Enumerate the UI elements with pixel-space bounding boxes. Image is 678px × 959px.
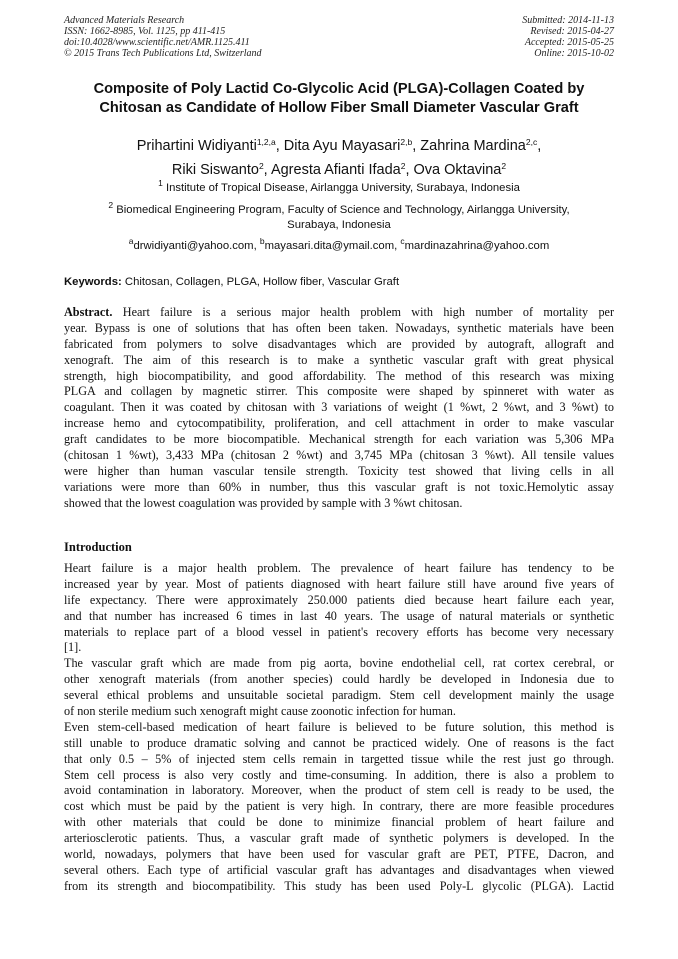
affiliation-number: 2: [108, 200, 114, 210]
text-line: xenograft. The aim of this research is to make a synthetic vascular graft with great physical: [64, 352, 614, 367]
text-line: fabricated from polymers to solve disadvantages which are provided by autograft, allograft and: [64, 336, 614, 351]
text-line: increase hemo and cytocompatibility, proliferation, and cell attachment in order to make vascular: [64, 416, 614, 431]
date-online: Online: 2015-10-02: [534, 48, 614, 59]
author-name: Prihartini Widiyanti: [136, 138, 257, 154]
title-line: Chitosan as Candidate of Hollow Fiber Small Diameter Vascular Graft: [99, 100, 579, 116]
author-affiliation-mark: 2: [258, 161, 264, 171]
text-line: several ethical problems and unsuitable societal paradigm. Stem cell development mainly the usage: [64, 688, 614, 703]
text-line: (chitosan 1 %wt), 3,433 MPa (chitosan 2 %wt) and 3,745 MPa (chitosan 3 %wt). All tensile values: [64, 448, 614, 463]
date-submitted: Submitted: 2014-11-13: [522, 15, 614, 26]
author-name: Ova Oktavina: [413, 162, 502, 178]
text-line: several others. Each type of artificial vascular graft has advantages and disadvantages when viewed: [64, 862, 614, 877]
author-name: Riki Siswanto: [171, 162, 259, 178]
text-line: increased year by year. Most of patients diagnosed with heart failure still have around five years of: [64, 576, 614, 591]
text-line: of non sterile medium such xenograft might cause zoonotic infection for human.: [64, 704, 456, 719]
journal-name: Advanced Materials Research: [64, 15, 185, 26]
email-mark: c: [400, 236, 405, 246]
text-line: strength, high biocompatibility, and good affordability. The method of this research was mixing: [64, 368, 614, 383]
author-affiliation-mark: 2: [400, 161, 406, 171]
text-line: cost which must be paid by the patient is very high. In contrary, there are more feasible procedures: [64, 799, 614, 814]
keywords-label: Keywords:: [64, 276, 122, 288]
text-line: life expectancy. There were approximately 250.000 patients died because heart failure each year,: [64, 592, 614, 607]
abstract-label: Abstract.: [64, 305, 113, 319]
text-line: with other materials that could be done to minimize financial problem of heart failure and: [64, 815, 614, 830]
text-line: PLGA and collagen by magnetic stirrer. This composite were shaped by spinneret with water as: [64, 384, 614, 399]
email-mark: b: [259, 236, 265, 246]
text-line: Heart failure is a major health problem. The prevalence of heart failure has tendency to be: [64, 561, 614, 575]
email-link[interactable]: mardinazahrina@yahoo.com: [404, 240, 550, 252]
section-heading-introduction: Introduction: [64, 540, 132, 554]
journal-doi: doi:10.4028/www.scientific.net/AMR.1125.411: [64, 37, 250, 48]
text-line: coagulant. Then it was coated by chitosan with 3 variations of weight (1 %wt, 2 %wt, and 3 %wt) to: [64, 400, 614, 415]
text-line: other xenograft materials (from another species) could hardly be developed in Indonesia due to: [64, 672, 614, 687]
keywords-text: Chitosan, Collagen, PLGA, Hollow fiber, Vascular Graft: [124, 276, 400, 288]
journal-issn: ISSN: 1662-8985, Vol. 1125, pp 411-415: [64, 26, 226, 37]
title-line: Composite of Poly Lactid Co-Glycolic Acid (PLGA)-Collagen Coated by: [93, 81, 585, 97]
abstract: [64, 305, 614, 512]
author-name: Dita Ayu Mayasari: [283, 138, 401, 154]
text-line: The vascular graft which are made from pig aorta, bovine endothelial cell, rat cortex cerebral, or: [64, 656, 614, 671]
affiliation-text: Institute of Tropical Disease, Airlangga University, Surabaya, Indonesia: [165, 182, 520, 194]
text-line: still unable to produce dramatic solving and cannot be practiced widely. One of reasons is the fact: [64, 735, 614, 750]
email-link[interactable]: mayasari.dita@ymail.com: [264, 240, 395, 252]
author-line: Riki Siswanto$^2$, Agresta Afianti Ifada$^2$, Ova Oktavina$^2$: [171, 161, 507, 178]
author-line: Prihartini Widiyanti$^{1,2,a}$, Dita Ayu Mayasari$^{2,b}$, Zahrina Mardina$^{2,c}$,: [136, 137, 542, 154]
affiliation-number: 1: [158, 178, 163, 188]
text-line: from its strength and biocompatibility. This study has been used Poly-L glycolic (PLGA). Lactid: [64, 878, 614, 893]
text-line: Stem cell process is also very costly and time-consuming. In addition, there is also a problem to: [64, 767, 614, 782]
author-affiliation-mark: 2,c: [525, 137, 538, 147]
text-line: arteriosclerotic patients. Thus, a vascular graft made of synthetic polymers is developed. In the: [64, 831, 614, 846]
text-line: that only 0.5 – 5% of injected stem cells remain in targetted tissue while the rest just go through.: [64, 751, 614, 766]
paper-title: [40, 80, 638, 118]
text-line: variations were more than 60% in number, thus this vascular graft is not toxic.Hemolytic assay: [64, 479, 614, 494]
text-line: Even stem-cell-based medication of heart failure is believed to be future solution, this method is: [64, 719, 614, 734]
journal-copyright: © 2015 Trans Tech Publications Ltd, Switzerland: [64, 48, 262, 59]
text-line: and that number has increased 6 times in last 40 years. The usage of natural materials or synthetic: [64, 608, 614, 623]
keywords: [64, 276, 399, 288]
author-name: Agresta Afianti Ifada: [270, 162, 401, 178]
text-line: world, nowadays, polymers that have been used for vascular graft are PET, PTFE, Dacron, and: [64, 847, 614, 862]
author-name: Zahrina Mardina: [420, 138, 526, 154]
text-line: graft candidates to be more biocompatible. Mechanical strength for each variation was 5,306 MPa: [64, 432, 614, 447]
affiliation-text: Surabaya, Indonesia: [287, 219, 391, 231]
affiliation-1: [40, 178, 638, 196]
author-list: [40, 134, 638, 182]
text-line: avoid contamination in laboratory. Moreover, when the product of stem cell is ready to be used, the: [64, 783, 614, 798]
text-line: year. Bypass is one of solutions that has often been taken. Nowadays, synthetic materials have been: [64, 320, 614, 335]
author-affiliation-mark: 1,2,a: [256, 137, 276, 147]
email-mark: a: [128, 236, 134, 246]
author-emails: $^a$drwidiyanti@yahoo.com, $^b$mayasari.dita@ymail.com, $^c$mardinazahrina@yahoo.com: [128, 236, 550, 252]
introduction-body: [64, 561, 614, 895]
author-affiliation-mark: 2,b: [400, 137, 413, 147]
affiliation-2: [40, 200, 638, 233]
text-line: materials to replace part of a blood vessel in patient's recovery efforts has become very necessary: [64, 624, 614, 639]
text-line: were higher than human vascular tensile strength. Toxicity test showed that living cells in all: [64, 463, 614, 478]
journal-info: [64, 15, 262, 59]
abstract-line: Abstract. Heart failure is a serious major health problem with high number of mortality per: [64, 305, 615, 319]
submission-dates: [522, 15, 614, 59]
text-line: [1].: [64, 640, 82, 655]
email-link[interactable]: drwidiyanti@yahoo.com: [133, 240, 254, 252]
author-affiliation-mark: 2: [501, 161, 507, 171]
text-line: showed that the lowest coagulation was provided by sample with 3 %wt chitosan.: [64, 495, 463, 510]
date-revised: Revised: 2015-04-27: [530, 26, 614, 37]
affiliation-text: Biomedical Engineering Program, Faculty of Science and Technology, Airlangga University,: [116, 204, 570, 216]
abstract-body: [64, 321, 614, 512]
date-accepted: Accepted: 2015-05-25: [524, 37, 614, 48]
